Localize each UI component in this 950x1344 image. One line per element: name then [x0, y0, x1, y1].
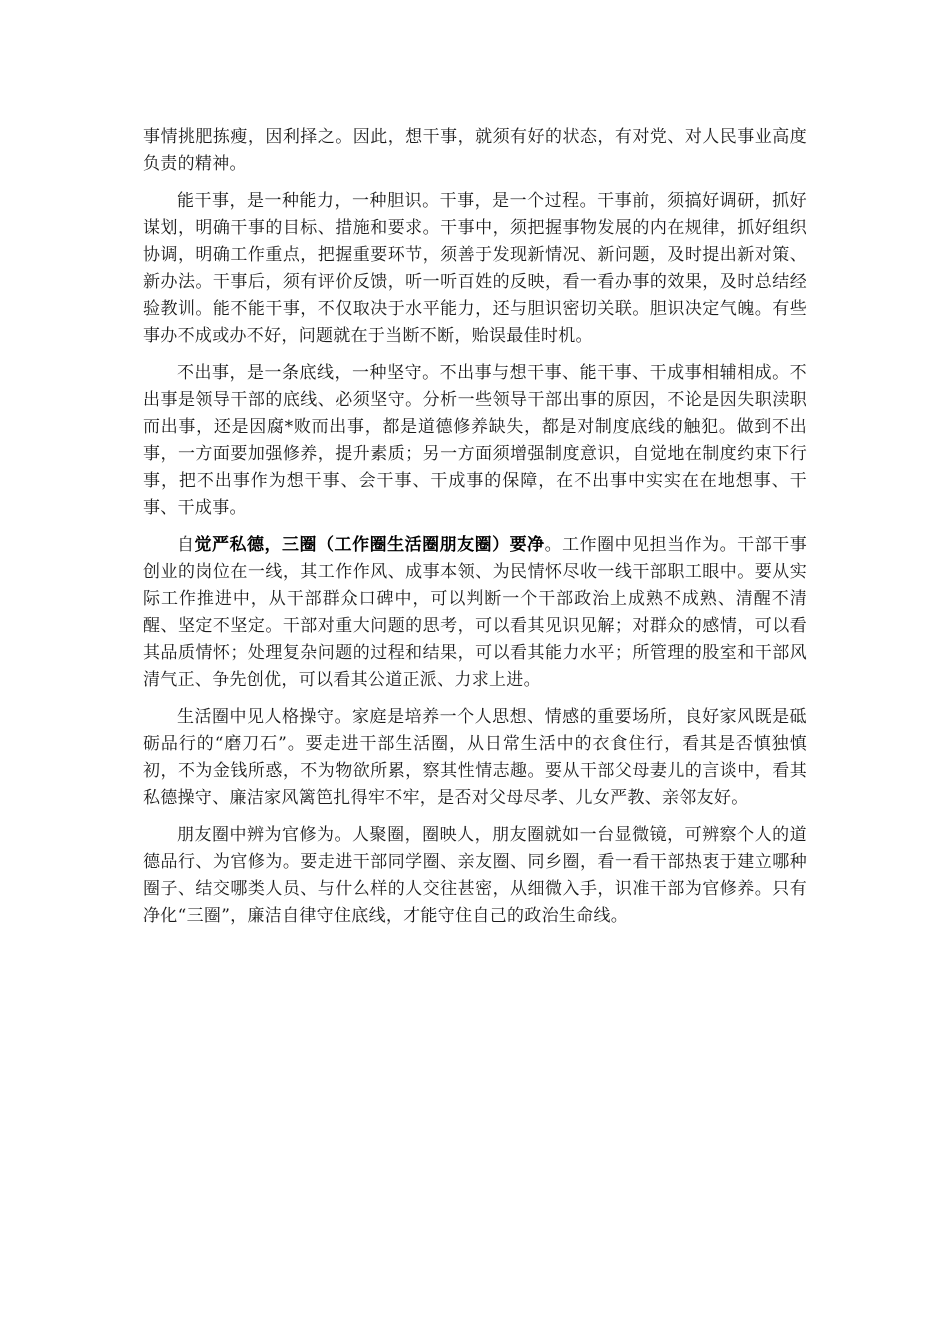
paragraph-continuation	[143, 124, 807, 178]
paragraph-text: 能干事，是一种能力，一种胆识。干事，是一个过程。干事前，须搞好调研，抓好谋划，明确干事的目标、措施和要求。干事中，须把握事物发展的内在规律，抓好组织协调，明确工作重点，把握重要环节，须善于发现新情况、新问题，及时提出新对策、新办法。干事后，须有评价反馈，听一听百姓的反映，看一看办事的效果，及时总结经验教训。能不能干事，不仅取决于水平能力，还与胆识密切关联。胆识决定气魄。有些事办不成或办不好，问题就在于当断不断，贻误最佳时机。	[143, 191, 807, 346]
bold-heading-text: 觉严私德，三圈（工作圈生活圈朋友圈）要净	[194, 535, 545, 555]
paragraph-sheng-huo-quan	[143, 704, 807, 812]
paragraph-text: 不出事，是一条底线，一种坚守。不出事与想干事、能干事、干成事相辅相成。不出事是领导干部的底线、必须坚守。分析一些领导干部出事的原因，不论是因失职渎职而出事，还是因腐*败而出事，都是道德修养缺失，都是对制度底线的触犯。做到不出事，一方面要加强修养，提升素质；另一方面须增强制度意识，自觉地在制度约束下行事，把不出事作为想干事、会干事、干成事的保障，在不出事中实实在在地想事、干事、干成事。	[143, 363, 807, 518]
paragraph-text: 。工作圈中见担当作为。干部干事创业的岗位在一线，其工作作风、成事本领、为民情怀尽收一线干部职工眼中。要从实际工作推进中，从干部群众口碑中，可以判断一个干部政治上成熟不成熟、清醒不清醒、坚定不坚定。干部对重大问题的思考，可以看其见识见解；对群众的感情，可以看其品质情怀；处理复杂问题的过程和结果，可以看其能力水平；所管理的股室和干部风清气正、争先创优，可以看其公道正派、力求上进。	[143, 535, 807, 690]
paragraph-peng-you-quan	[143, 822, 807, 930]
paragraph-neng-gan-shi	[143, 188, 807, 350]
paragraph-bu-chu-shi	[143, 360, 807, 522]
paragraph-text: 朋友圈中辨为官修为。人聚圈，圈映人，朋友圈就如一台显微镜，可辨察个人的道德品行、为官修为。要走进干部同学圈、亲友圈、同乡圈，看一看干部热衷于建立哪种圈子、结交哪类人员、与什么样的人交往甚密，从细微入手，识准干部为官修养。只有净化“三圈”，廉洁自律守住底线，才能守住自己的政治生命线。	[143, 825, 807, 926]
paragraph-lead-char: 自	[177, 535, 195, 555]
paragraph-text: 事情挑肥拣瘦，因利择之。因此，想干事，就须有好的状态，有对党、对人民事业高度负责的精神。	[143, 127, 807, 174]
paragraph-san-quan	[143, 532, 807, 694]
document-body	[143, 124, 807, 940]
paragraph-text: 生活圈中见人格操守。家庭是培养一个人思想、情感的重要场所，良好家风既是砥砺品行的“磨刀石”。要走进干部生活圈，从日常生活中的衣食住行，看其是否慎独慎初，不为金钱所惑，不为物欲所累，察其性情志趣。要从干部父母妻儿的言谈中，看其私德操守、廉洁家风篱笆扎得牢不牢，是否对父母尽孝、儿女严教、亲邻友好。	[143, 707, 807, 808]
